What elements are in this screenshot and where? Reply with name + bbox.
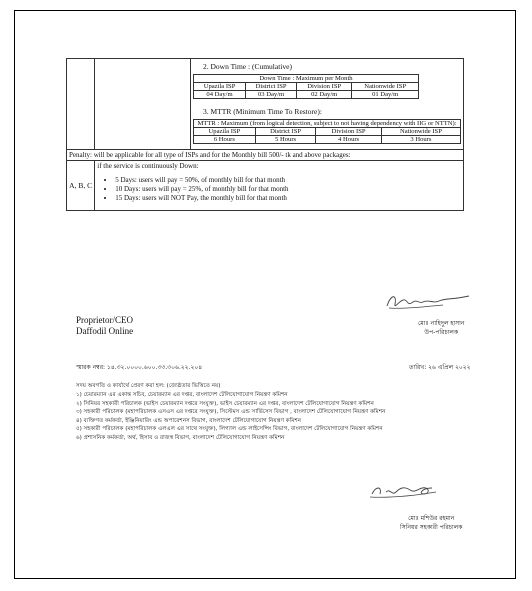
- penalty-note: Penalty: will be applicable for all type of ISPs and for the Monthly bill 500/- tk and above packages:: [67, 150, 464, 161]
- officer-2-name: মোঃ মশিউর রহমান: [408, 515, 455, 522]
- copy-item: ২) সিনিয়র সহকারী পরিচালক (ভাইস চেয়ারম্যান দপ্তরে সংযুক্ত), ভাইস চেয়ারম্যান এর দপ্তর, বাংলাদেশ টেলিযোগাযোগ নিয়ন্ত্রণ কমিশন: [76, 400, 374, 407]
- category-label: A, B, C: [67, 161, 95, 211]
- mttr-col: Upazila ISP: [194, 128, 256, 136]
- downtime-col: Upazila ISP: [194, 83, 246, 91]
- penalty-terms-cell: [95, 161, 464, 211]
- mttr-value: 5 Hours: [255, 136, 316, 144]
- copy-item: ৪) ব্যক্তিগত কর্মকর্তা, ইঞ্জিনিয়ারিং এন্ড অপারেশনস বিভাগ, বাংলাদেশ টেলিযোগাযোগ নিয়ন্ত্রণ কমিশন: [76, 417, 302, 424]
- downtime-table: [193, 74, 419, 99]
- copy-item: ৫) সহকারী পরিচালক (মহাপরিচালক এলএল এর সাথে সংযুক্ত), লিগ্যাল এন্ড লাইসেন্সিং বিভাগ, বাংলাদেশ টেলিযোগাযোগ নিয়ন্ত্রণ কমিশন: [76, 426, 383, 433]
- downtime-value: 03 Day/m: [246, 91, 297, 99]
- officer-1-title: উপ-পরিচালক: [424, 329, 459, 336]
- service-level-table: [66, 58, 464, 211]
- penalty-term: • 5 Days: users will pay = 50%, of monthly bill for that month: [115, 176, 461, 185]
- sla-details-cell: [191, 59, 464, 150]
- officer-1-name: মোঃ নাহিদুল হাসান: [418, 320, 465, 327]
- downtime-value: 02 Day/m: [297, 91, 352, 99]
- spacer-cell: [95, 59, 191, 150]
- officer-1-block: [418, 319, 465, 337]
- downtime-title: 2. Down Time : (Cumulative): [203, 62, 292, 71]
- downtime-value: 04 Day/m: [194, 91, 246, 99]
- downtime-col: District ISP: [246, 83, 297, 91]
- category-cell-empty: [67, 59, 95, 150]
- penalty-term: • 15 Days: users will NOT Pay, the monthly bill for that month: [115, 194, 461, 203]
- signature-2: [366, 480, 456, 502]
- proprietor-block: [76, 315, 133, 337]
- mttr-value: 6 Hours: [194, 136, 256, 144]
- copy-list: [76, 391, 496, 443]
- downtime-value: 01 Day/m: [352, 91, 419, 99]
- officer-2-title: সিনিয়র সহকারী পরিচালক: [400, 524, 463, 531]
- downtime-col: Nationwide ISP: [352, 83, 419, 91]
- mttr-col: Nationwide ISP: [381, 128, 460, 136]
- penalty-term: • 10 Days: users will pay = 25%, of monthly bill for that month: [115, 185, 461, 194]
- mttr-table: [193, 119, 461, 144]
- mttr-title: 3. MTTR (Minimum Time To Restore):: [203, 107, 322, 116]
- downtime-header: Down Time : Maximum per Month: [194, 75, 419, 83]
- copy-heading: সদয় অবগতি ও কার্যার্থে প্রেরণ করা হল: (জ্যেষ্ঠতার ভিত্তিতে নয়): [76, 383, 221, 389]
- penalty-terms-list: [115, 176, 461, 203]
- downtime-col: Division ISP: [297, 83, 352, 91]
- copy-item: ৩) সহকারী পরিচালক (মহাপরিচালক এসএস এর দপ্তরে সংযুক্ত), সিস্টেমস এন্ড সার্ভিসেস বিভাগ , বাংলাদেশ টেলিযোগাযোগ নিয়ন্ত্রণ কমিশন: [76, 409, 386, 416]
- officer-2-block: [400, 514, 462, 532]
- copy-item: ৬) প্রশাসনিক কর্মকর্তা, অর্থ, হিসাব ও রাজস্ব বিভাগ, বাংলাদেশ টেলিযোগাযোগ নিয়ন্ত্রণ কমিশন: [76, 434, 285, 441]
- signature-1: [383, 290, 473, 314]
- memo-number: স্মারক নম্বর: ১৪.৩২.০০০০.৬০০.৩৩.৩০৬.২২.২০৪: [76, 364, 203, 371]
- mttr-header: MTTR : Maximum (from logical detection, subject to not having dependency with IIG or NTTN):: [194, 120, 461, 128]
- penalty-condition: if the service is continuously Down:: [97, 162, 199, 170]
- mttr-value: 3 Hours: [381, 136, 460, 144]
- mttr-value: 4 Hours: [316, 136, 382, 144]
- proprietor-title: Proprietor/CEO: [76, 315, 133, 325]
- mttr-col: District ISP: [255, 128, 316, 136]
- memo-date: তারিখ: ২৬ এপ্রিল ২০২২: [409, 364, 471, 371]
- copy-item: ১) চেয়ারম্যান এর একান্ত সচিব, চেয়ারম্যান এর দপ্তর, বাংলাদেশ টেলিযোগাযোগ নিয়ন্ত্রণ কমিশন: [76, 392, 288, 398]
- company-name: Daffodil Online: [76, 326, 134, 336]
- mttr-col: Division ISP: [316, 128, 382, 136]
